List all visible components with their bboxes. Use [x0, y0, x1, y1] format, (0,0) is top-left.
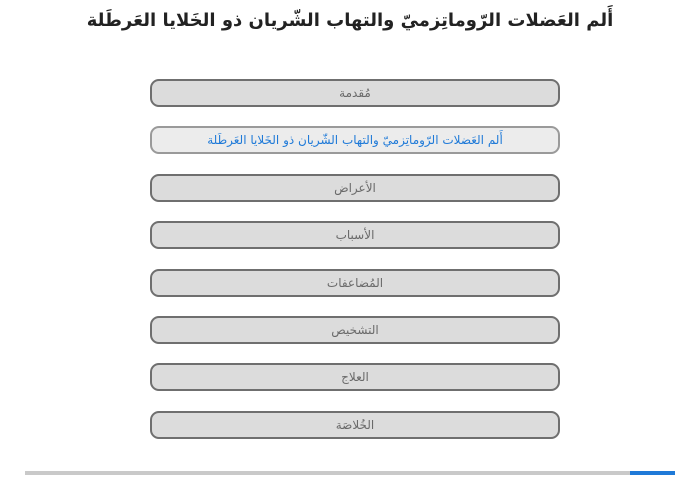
menu-item-causes[interactable]: الأسباب — [150, 221, 560, 249]
progress-bar-fill — [630, 471, 676, 475]
section-menu — [150, 79, 560, 458]
progress-bar — [25, 471, 675, 475]
menu-item-treatment[interactable]: العلاج — [150, 363, 560, 391]
menu-item-diagnosis[interactable]: التشخيص — [150, 316, 560, 344]
menu-item-symptoms[interactable]: الأعراض — [150, 174, 560, 202]
menu-item-summary[interactable]: الخُلاصَة — [150, 411, 560, 439]
page-title: أَلم العَضلات الرّوماتِزميّ والتهاب الشّريان ذو الخَلايا العَرطَلة — [86, 10, 614, 31]
menu-item-introduction[interactable]: مُقدمة — [150, 79, 560, 107]
menu-item-overview[interactable]: أَلم العَضلات الرّوماتِزميّ والتهاب الشّريان ذو الخَلايا العَرطَلة — [150, 126, 560, 154]
menu-item-complications[interactable]: المُضاعفات — [150, 269, 560, 297]
